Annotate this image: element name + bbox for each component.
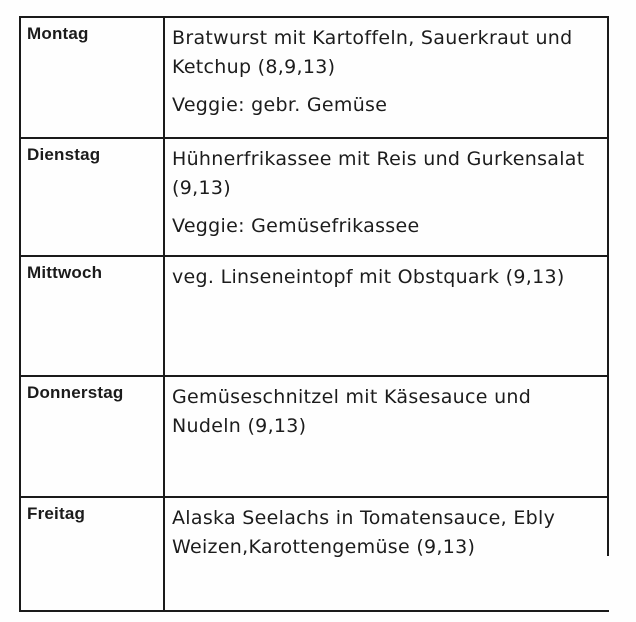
dish-text: veg. Linseneintopf mit Obstquark (9,13) xyxy=(172,266,565,288)
dish-text: Bratwurst mit Kartoffeln, Sauerkraut und Ketchup (8,9,13) xyxy=(172,27,573,78)
menu-row-monday xyxy=(20,17,608,138)
dish-cell xyxy=(164,138,608,256)
dish-cell xyxy=(164,17,608,138)
dish-cell xyxy=(164,256,608,376)
menu-row-thursday xyxy=(20,376,608,497)
veggie-option: Veggie: gebr. Gemüse xyxy=(172,94,388,116)
day-label: Montag xyxy=(20,17,164,138)
dish-cell xyxy=(164,376,608,497)
day-label: Donnerstag xyxy=(20,376,164,497)
dish-text: Alaska Seelachs in Tomatensauce, Ebly Weizen,Karottengemüse (9,13) xyxy=(172,507,556,558)
menu-row-tuesday xyxy=(20,138,608,256)
dish-text: Hühnerfrikassee mit Reis und Gurkensalat (9,13) xyxy=(172,148,585,199)
menu-row-wednesday xyxy=(20,256,608,376)
menu-row-friday xyxy=(20,497,608,611)
day-label: Mittwoch xyxy=(20,256,164,376)
day-label: Dienstag xyxy=(20,138,164,256)
dish-text: Gemüseschnitzel mit Käsesauce und Nudeln (9,13) xyxy=(172,386,532,437)
dish-cell xyxy=(164,497,608,611)
weekly-menu-table xyxy=(19,16,609,612)
table-border-fragment xyxy=(607,490,609,556)
day-label: Freitag xyxy=(20,497,164,611)
veggie-option: Veggie: Gemüsefrikassee xyxy=(172,215,420,237)
